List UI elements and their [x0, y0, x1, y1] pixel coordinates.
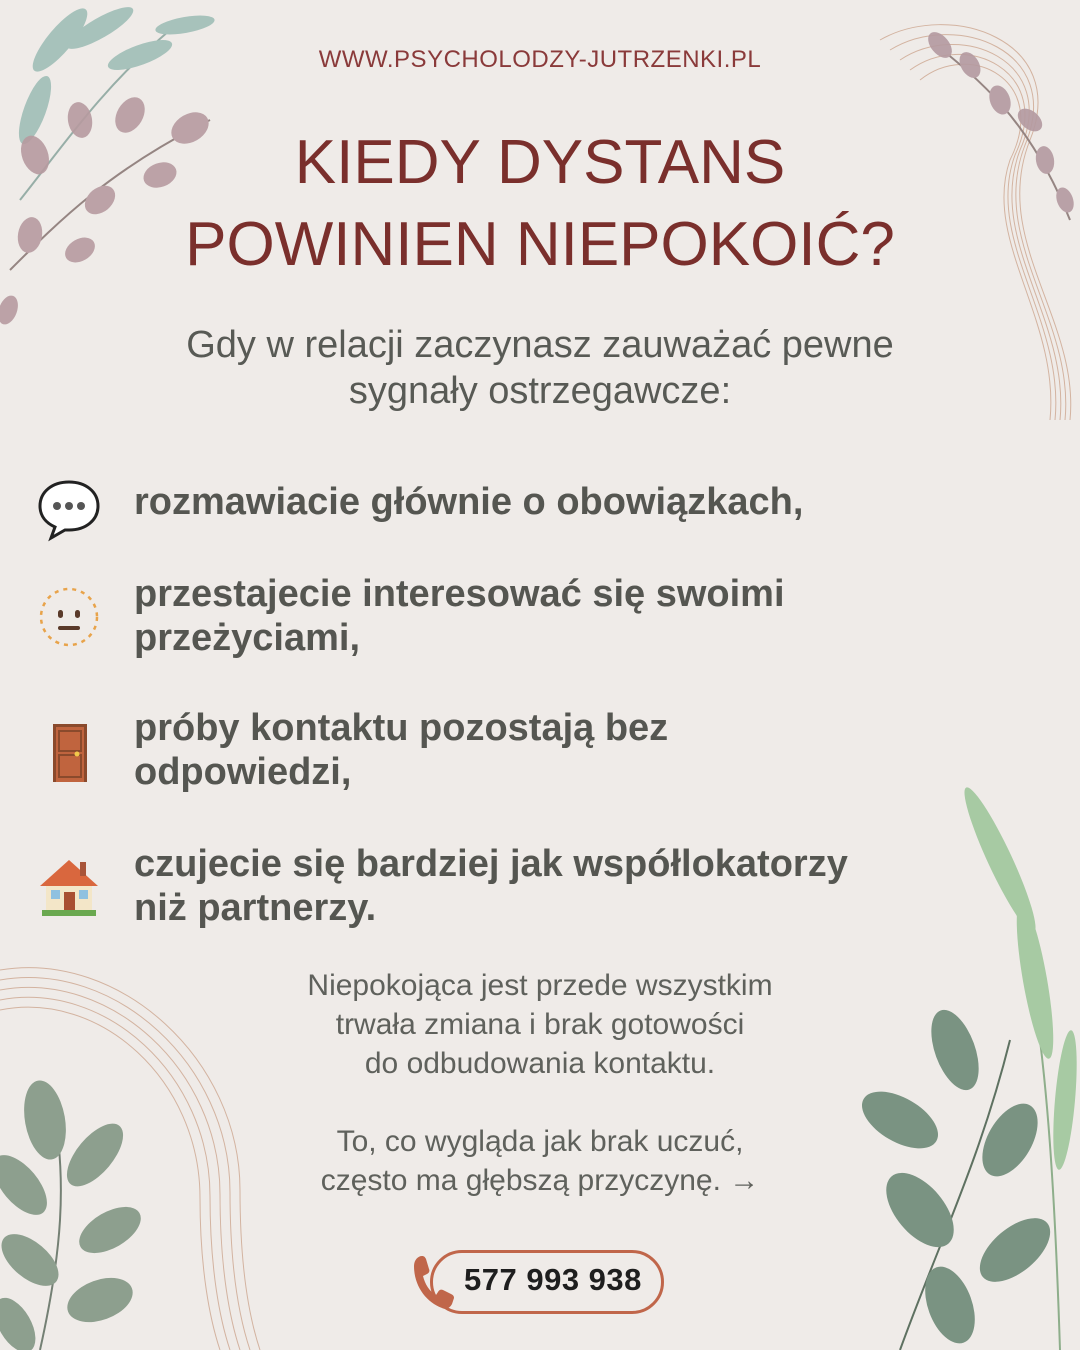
- item-text: [134, 706, 994, 794]
- intro-line: Gdy w relacji zaczynasz zauważać pewne: [186, 324, 894, 366]
- site-url[interactable]: WWW.PSYCHOLODZY-JUTRZENKI.PL: [318, 46, 762, 73]
- dotted-neutral-face-icon: [36, 584, 102, 650]
- speech-bubble-icon: [36, 476, 102, 542]
- title-line: KIEDY DYSTANS: [294, 128, 786, 197]
- title-line: POWINIEN NIEPOKOIĆ?: [185, 210, 895, 279]
- list-item: [0, 704, 1080, 804]
- item-line: rozmawiacie głównie o obowiązkach,: [134, 481, 804, 523]
- item-line: niż partnerzy.: [134, 887, 377, 929]
- note-spacer: [0, 1083, 1080, 1122]
- list-item: [0, 840, 1080, 940]
- item-text: [134, 842, 994, 930]
- item-line: przeżyciami,: [134, 617, 360, 659]
- item-line: przestajecie interesować się swoimi: [134, 573, 785, 615]
- item-text: [134, 572, 994, 660]
- door-icon: [36, 720, 102, 786]
- item-text: [134, 480, 994, 524]
- note-line: Niepokojąca jest przede wszystkim: [307, 969, 773, 1002]
- intro-line: sygnały ostrzegawcze:: [348, 370, 732, 412]
- item-line: próby kontaktu pozostają bez: [134, 707, 669, 749]
- list-item: [0, 570, 1080, 670]
- item-line: odpowiedzi,: [134, 751, 352, 793]
- house-icon: [36, 854, 102, 920]
- note-line: do odbudowania kontaktu.: [364, 1047, 716, 1080]
- closing-note: [0, 966, 1080, 1200]
- intro-text: [0, 322, 1080, 414]
- page-title: [0, 122, 1080, 286]
- note-line: To, co wygląda jak brak uczuć,: [336, 1125, 744, 1158]
- phone-icon[interactable]: [408, 1250, 456, 1314]
- item-line: czujecie się bardziej jak współlokatorzy: [134, 843, 848, 885]
- phone-number[interactable]: 577 993 938: [464, 1262, 642, 1297]
- note-line: często ma głębszą przyczynę. →: [320, 1164, 760, 1197]
- list-item: [0, 476, 1080, 542]
- note-line: trwała zmiana i brak gotowości: [335, 1008, 745, 1041]
